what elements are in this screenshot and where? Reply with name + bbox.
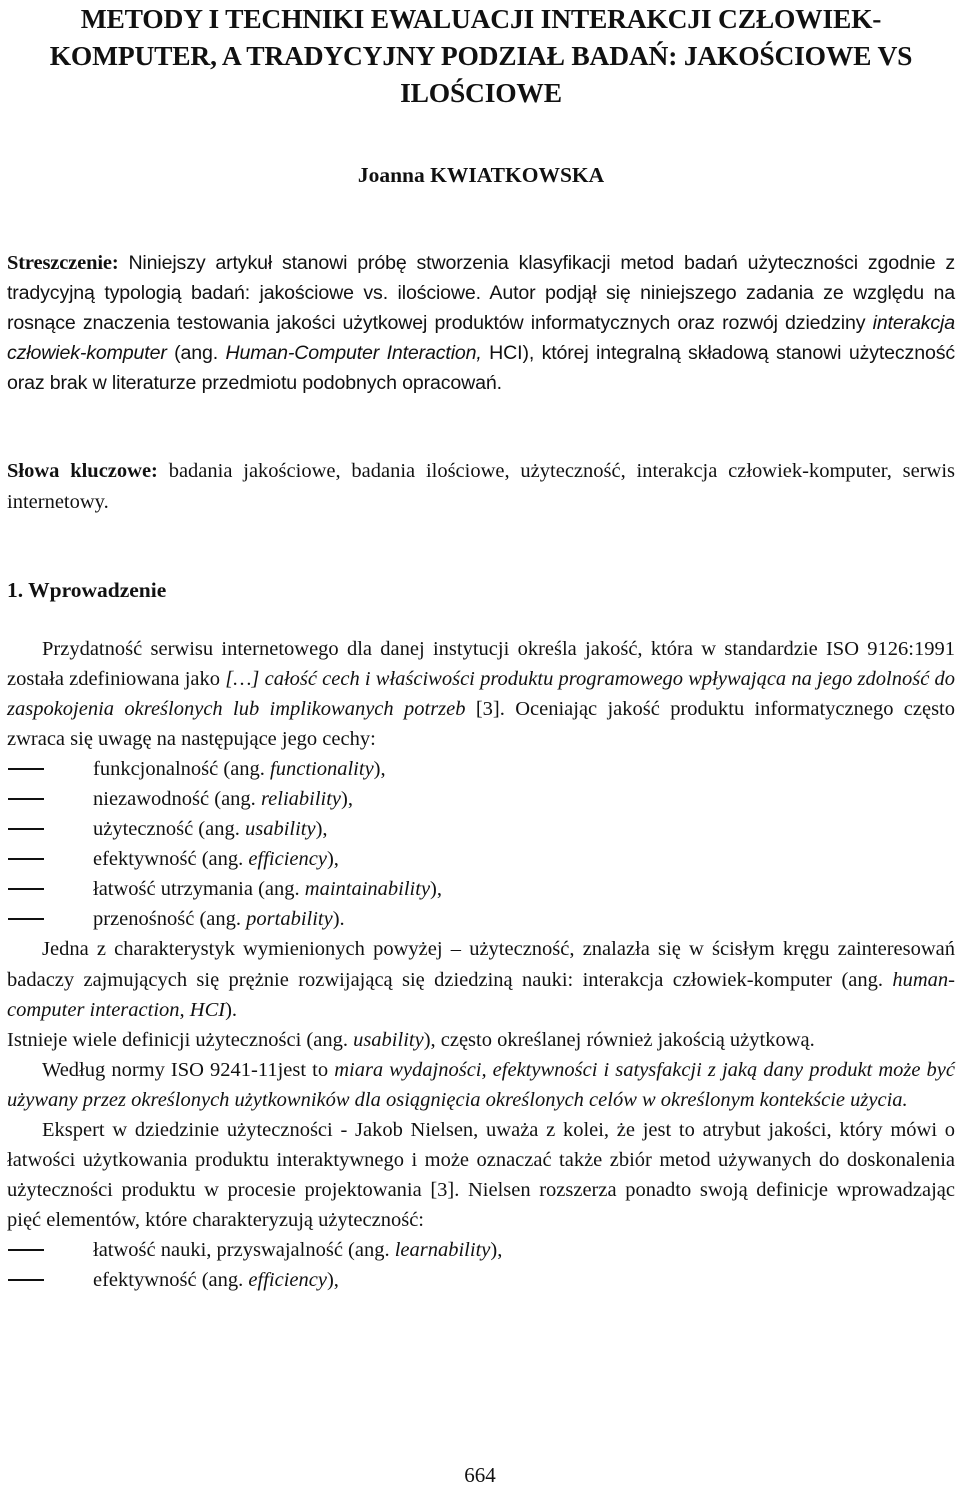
item-text: użyteczność (ang.: [93, 818, 245, 841]
dash-bullet: [8, 888, 44, 890]
list-item: [7, 1265, 955, 1295]
item-text: przenośność (ang.: [93, 908, 247, 931]
item-english-term: efficiency: [248, 848, 327, 871]
item-english-term: usability: [244, 818, 316, 841]
dash-bullet: [8, 798, 44, 800]
dash-bullet: [8, 858, 44, 860]
item-text: efektywność (ang.: [93, 848, 249, 871]
abstract-text-1: Niniejszy artykuł stanowi próbę stworzenia klasyfikacji metod badań użyteczności zgodnie z tradycyjną typologią badań: jakościowe vs. ilościowe. Autor podjął się niniejszego zadania ze względu na rosnące znaczenia testowania jakości użytkowej produktów informatycznych oraz rozwój dziedziny: [7, 252, 956, 334]
page-number: 664: [464, 1463, 496, 1487]
item-punct: ).: [332, 908, 345, 931]
item-text: funkcjonalność (ang.: [93, 758, 271, 781]
p1-text-c: [3]. Oceniając jakość produktu informatycznego często zwraca się uwagę na następujące jego cechy:: [7, 698, 956, 751]
item-english-term: efficiency: [248, 1268, 327, 1291]
item-text: efektywność (ang.: [93, 1268, 249, 1291]
list-item: [7, 784, 955, 814]
abstract-italic-2: Human-Computer Interaction,: [225, 342, 482, 364]
dash-bullet: [8, 1279, 44, 1281]
paper-title: METODY I TECHNIKI EWALUACJI INTERAKCJI CZŁOWIEK-KOMPUTER, A TRADYCYJNY PODZIAŁ BADAŃ: JAKOŚCIOWE VS ILOŚCIOWE: [49, 3, 913, 108]
dash-bullet: [8, 828, 44, 830]
p4-text-a: Według normy ISO 9241-11jest to: [42, 1058, 335, 1081]
section-heading: 1. Wprowadzenie: [7, 578, 167, 602]
abstract: [7, 248, 955, 398]
list-item: [7, 1235, 955, 1265]
list-item: [7, 844, 955, 874]
dash-bullet: [8, 768, 44, 770]
abstract-italic-1: interakcja człowiek-komputer: [7, 312, 955, 364]
dash-bullet: [8, 918, 44, 920]
paragraph-5: Ekspert w dziedzinie użyteczności - Jakob Nielsen, uważa z kolei, że jest to atrybut jakości, który mówi o łatwości użytkowania produktu interaktywnego i może oznaczać także zbiór metod używanych do doskonalenia użyteczności produktu w procesie projektowania [3]. Nielsen rozszerza ponadto swoją definicje wprowadzając pięć elementów, które charakteryzują użyteczność:: [7, 1118, 955, 1231]
item-text: niezawodność (ang.: [93, 788, 261, 811]
item-punct: ),: [315, 818, 328, 841]
paragraph-1: [7, 634, 955, 754]
paragraph-4: [7, 1055, 955, 1115]
item-punct: ),: [326, 848, 339, 871]
abstract-text-3: HCI), której integralną składową stanowi użyteczność oraz brak w literaturze przedmiotu podobnych opracowań.: [7, 342, 955, 394]
p3-text-a: Istnieje wiele definicji użyteczności (ang.: [7, 1028, 354, 1051]
item-english-term: functionality: [270, 758, 374, 781]
list-item: [7, 814, 955, 844]
p2-text-a: Jedna z charakterystyk wymienionych powyżej – użyteczność, znalazła się w ścisłym kręgu zainteresowań badaczy zajmujących się prężnie rozwijającą się dziedziną nauki: interakcja człowiek-komputer (ang.: [7, 938, 955, 991]
item-english-term: maintainability: [304, 878, 431, 901]
author-name: Joanna KWIATKOWSKA: [357, 163, 605, 187]
section-body: [7, 634, 955, 1295]
p3-text-c: ), często określanej również jakością użytkową.: [423, 1028, 815, 1051]
item-punct: ),: [341, 788, 353, 811]
abstract-text-2: (ang.: [166, 342, 226, 364]
nielsen-elements-list: [7, 1235, 955, 1295]
paragraph-2: [7, 934, 955, 1024]
list-item: [7, 754, 955, 784]
keywords-label: Słowa kluczowe:: [7, 460, 158, 482]
p2-italic: human-computer interaction, HCI: [7, 968, 955, 1021]
list-item: [7, 904, 955, 934]
keywords: [7, 456, 955, 518]
p1-quote: […] całość cech i właściwości produktu programowego wpływająca na jego zdolność do zaspokojenia określonych lub implikowanych potrzeb: [7, 668, 955, 721]
item-text: łatwość utrzymania (ang.: [93, 878, 305, 901]
item-punct: ),: [326, 1268, 339, 1291]
abstract-label: Streszczenie:: [7, 252, 119, 274]
item-text: łatwość nauki, przyswajalność (ang.: [93, 1238, 395, 1261]
p4-definition: miara wydajności, efektywności i satysfakcji z jaką dany produkt może być używany przez określonych użytkowników dla osiągnięcia określonych celów w określonym kontekście użycia.: [7, 1058, 955, 1111]
paragraph-3: [7, 1025, 955, 1055]
quality-features-list: [7, 754, 955, 934]
p3-italic: usability: [353, 1028, 424, 1051]
item-punct: ),: [373, 758, 386, 781]
list-item: [7, 874, 955, 904]
item-punct: ),: [430, 878, 442, 901]
item-punct: ),: [490, 1238, 503, 1261]
item-english-term: portability: [246, 908, 333, 931]
p2-text-c: ).: [225, 998, 238, 1021]
item-english-term: learnability: [394, 1238, 491, 1261]
dash-bullet: [8, 1249, 44, 1251]
p1-text-a: Przydatność serwisu internetowego dla danej instytucji określa jakość, która w standardzie ISO 9126:1991 została zdefiniowana jako: [7, 638, 955, 691]
item-english-term: reliability: [260, 788, 342, 811]
keywords-text: badania jakościowe, badania ilościowe, użyteczność, interakcja człowiek-komputer, serwis internetowy.: [7, 460, 956, 513]
document-page: [7, 0, 956, 1291]
